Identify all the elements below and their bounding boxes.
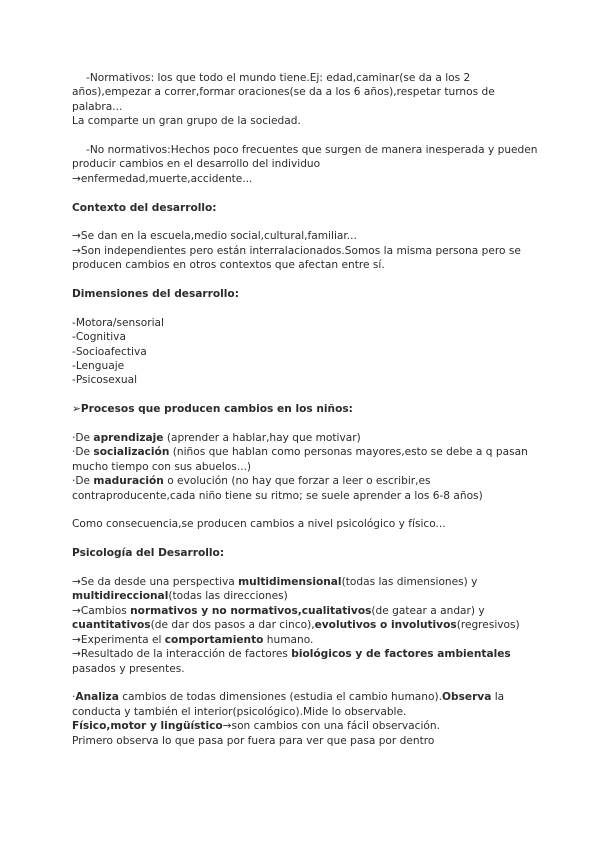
analiza-last-line: Primero observa lo que pasa por fuera para ver que pasa por dentro xyxy=(72,734,435,747)
procesos-consecuencia: Como consecuencia,se producen cambios a nivel psicológico y físico... xyxy=(72,518,446,531)
psicologia-point-2: →Cambios normativos y no normativos,cualitativos(de gatear a andar) y cuantitativos(de dar dos pasos a dar cinco),evolutivos o involutivos(regresivos) xyxy=(72,604,520,632)
dimension-item: -Cognitiva xyxy=(72,331,126,344)
contexto-line-1: →Se dan en la escuela,medio social,cultural,familiar... xyxy=(72,230,357,243)
dimension-item: -Lenguaje xyxy=(72,360,125,373)
no-normativos-paragraph: -No normativos:Hechos poco frecuentes que surgen de manera inesperada y pueden producir cambios en el desarrollo del individuo xyxy=(72,144,538,171)
observacion-line: Físico,motor y lingüístico→son cambios con una fácil observación. xyxy=(72,720,440,733)
psicologia-heading: Psicología del Desarrollo: xyxy=(72,547,225,560)
analiza-paragraph: ·Analiza cambios de todas dimensiones (estudia el cambio humano).Observa la conducta y también el interior(psicológico).Mide lo observable. xyxy=(72,691,505,718)
procesos-heading: ➢Procesos que producen cambios en los niños: xyxy=(72,403,353,416)
dimension-item: -Motora/sensorial xyxy=(72,316,164,329)
proceso-socializacion: ·De socialización (niños que hablan como personas mayores,esto se debe a q pasan mucho tiempo con sus abuelos...) xyxy=(72,446,528,473)
proceso-aprendizaje: ·De aprendizaje (aprender a hablar,hay que motivar) xyxy=(72,432,361,445)
no-normativos-examples: →enfermedad,muerte,accidente... xyxy=(72,172,253,185)
psicologia-point-1: →Se da desde una perspectiva multidimensional(todas las dimensiones) y multidireccional(todas las direcciones) xyxy=(72,576,478,603)
normativos-paragraph: -Normativos: los que todo el mundo tiene.Ej: edad,caminar(se da a los 2 años),empezar a correr,formar oraciones(se da a los 6 años),respetar turnos de palabra... xyxy=(72,72,495,113)
dimensiones-heading: Dimensiones del desarrollo: xyxy=(72,288,239,301)
dimension-item: -Socioafectiva xyxy=(72,345,147,358)
contexto-heading: Contexto del desarrollo: xyxy=(72,201,217,214)
psicologia-point-3: →Experimenta el comportamiento humano. xyxy=(72,633,314,646)
dimension-item: -Psicosexual xyxy=(72,374,138,387)
contexto-line-2: →Son independientes pero están interralacionados.Somos la misma persona pero se producen cambios en otros contextos que afectan entre sí. xyxy=(72,244,521,272)
psicologia-point-4: →Resultado de la interacción de factores biológicos y de factores ambientales pasados y presentes. xyxy=(72,648,511,675)
proceso-maduracion: ·De maduración o evolución (no hay que forzar a leer o escribir,es contraproducente,cada niño tiene su ritmo; se suele aprender a los 6-8 años) xyxy=(72,475,483,502)
normativos-shared: La comparte un gran grupo de la sociedad. xyxy=(72,115,301,128)
